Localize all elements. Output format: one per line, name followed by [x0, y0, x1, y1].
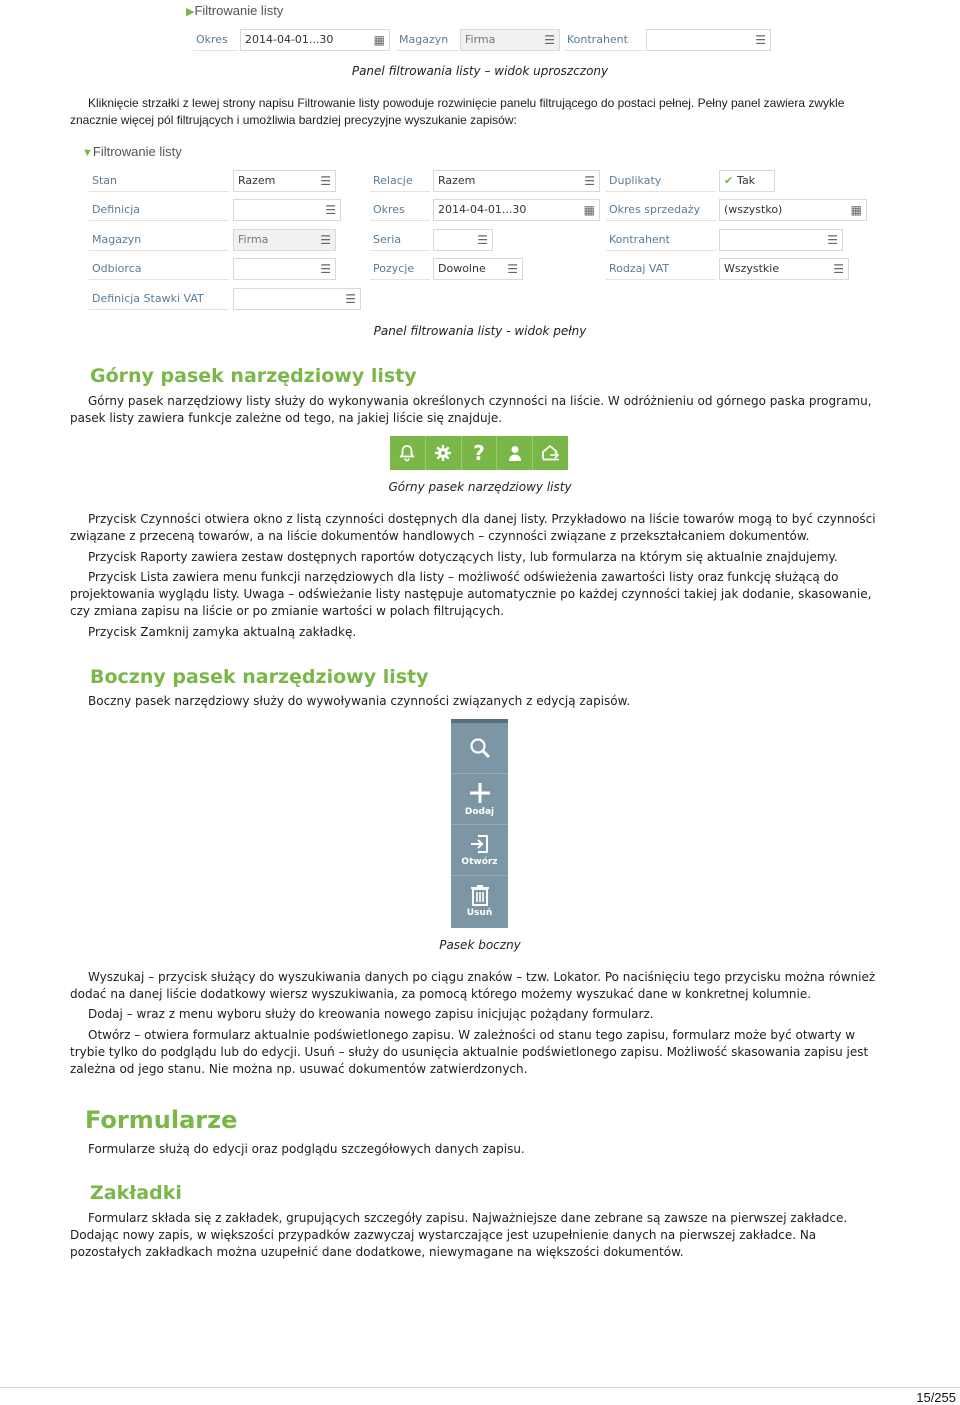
- list-icon[interactable]: ☰: [477, 233, 488, 247]
- filter-value: Dowolne: [438, 262, 486, 275]
- filter-field[interactable]: [233, 170, 336, 192]
- question-icon[interactable]: ?: [462, 436, 498, 470]
- list-icon[interactable]: ☰: [833, 262, 844, 276]
- heading-formularze: Formularze: [85, 1106, 238, 1134]
- open-button-label: Otwórz: [461, 857, 498, 867]
- delete-button[interactable]: [451, 876, 508, 926]
- caption-top-toolbar: Górny pasek narzędziowy listy: [388, 480, 572, 494]
- filter-value: (wszystko): [724, 203, 783, 216]
- caption-simple-panel: Panel filtrowania listy – widok uproszczony: [351, 64, 609, 78]
- checkmark-icon: ✔: [724, 174, 738, 187]
- top-toolbar: [390, 436, 568, 470]
- list-icon[interactable]: ☰: [584, 174, 595, 188]
- list-icon[interactable]: ☰: [325, 203, 336, 217]
- list-icon[interactable]: ☰: [507, 262, 518, 276]
- side-toolbar: [451, 719, 508, 928]
- paragraph-zakladki: Formularz składa się z zakładek, grupujących szczegóły zapisu. Najważniejsze dane zebrane są zawsze na pierwszej zakładce. Dodając nowy zapis, w większości przypadków zazwyczaj wystarczające jest uzupełnienie danych na pierwszej zakładce. Na pozostałych zakładkach można uzupełnić dane dodatkowe, niewymagane na większości dokumentów.: [70, 1211, 848, 1259]
- filter-field[interactable]: [719, 170, 775, 192]
- paragraph-formularze: Formularze służą do edycji oraz podglądu szczegółowych danych zapisu.: [88, 1142, 525, 1156]
- filter-field[interactable]: [433, 258, 523, 280]
- filter-label: Kontrahent: [606, 229, 716, 251]
- filter-label: Seria: [370, 229, 430, 251]
- okres-field[interactable]: [240, 29, 390, 51]
- filter-value: 2014-04-01...30: [438, 203, 527, 216]
- close-tab-icon[interactable]: [533, 436, 568, 470]
- collapse-arrow-icon[interactable]: ▼: [82, 147, 93, 159]
- filter-label: Pozycje: [370, 258, 430, 280]
- paragraph-wyszukaj: Wyszukaj – przycisk służący do wyszukiwania danych po ciągu znaków – tzw. Lokator. Po naciśnięciu tego przycisku można również dodać na danej liście dodatkowy wiersz wyszukiwania, za pomocą którego możemy wyszukać dane w konkretnej kolumnie.: [70, 970, 876, 1001]
- heading-top-toolbar: Górny pasek narzędziowy listy: [90, 365, 417, 387]
- filter-value: Tak: [737, 174, 756, 187]
- paragraph-raporty: Przycisk Raporty zawiera zestaw dostępnych raportów dotyczących listy, lub formularza na którym się aktualnie znajdujemy.: [88, 550, 838, 564]
- kontrahent-field[interactable]: [646, 29, 771, 51]
- plus-icon: [468, 781, 492, 805]
- filter-field[interactable]: [233, 229, 336, 251]
- filter-field[interactable]: [433, 229, 493, 251]
- heading-side-toolbar: Boczny pasek narzędziowy listy: [90, 666, 429, 688]
- calendar-icon[interactable]: ▦: [583, 203, 595, 217]
- magazyn-field[interactable]: [460, 29, 560, 51]
- filter-title-text: Filtrowanie listy: [92, 144, 182, 159]
- add-button[interactable]: [451, 774, 508, 825]
- filter-field[interactable]: [719, 258, 849, 280]
- filter-label: Magazyn: [89, 229, 229, 251]
- filter-field[interactable]: [719, 199, 867, 221]
- search-button[interactable]: [451, 723, 508, 774]
- filter-value: Wszystkie: [724, 262, 780, 275]
- list-icon[interactable]: ☰: [827, 233, 838, 247]
- calendar-icon[interactable]: ▦: [373, 33, 385, 47]
- intro-paragraph: Kliknięcie strzałki z lewej strony napisu Filtrowanie listy powoduje rozwinięcie panelu filtrującego do postaci pełnej. Pełny panel zawiera zwykle znacznie więcej pól filtrujących i umożliwia bardziej precyzyjne wyszukanie zapisów:: [70, 96, 845, 127]
- filter-label: Duplikaty: [606, 170, 716, 192]
- search-icon: [468, 736, 492, 760]
- filter-field[interactable]: [233, 288, 361, 310]
- open-button[interactable]: [451, 825, 508, 876]
- paragraph-dodaj: Dodaj – wraz z menu wyboru służy do kreowania nowego zapisu inicjując pożądany formularz.: [88, 1007, 654, 1021]
- bell-icon[interactable]: [390, 436, 426, 470]
- trash-icon: [470, 884, 490, 906]
- calendar-icon[interactable]: ▦: [850, 203, 862, 217]
- paragraph-zamknij: Przycisk Zamknij zamyka aktualną zakładkę.: [88, 625, 357, 639]
- filter-label-magazyn: Magazyn: [396, 29, 458, 51]
- magazyn-value: Firma: [465, 33, 496, 46]
- list-icon[interactable]: ☰: [345, 292, 356, 306]
- filter-panel-simple-title[interactable]: [186, 3, 283, 18]
- filter-field[interactable]: [233, 258, 336, 280]
- caption-full-panel: Panel filtrowania listy - widok pełny: [373, 324, 587, 338]
- heading-zakladki: Zakładki: [90, 1182, 182, 1204]
- filter-field[interactable]: [433, 199, 600, 221]
- paragraph-czynnosci: Przycisk Czynności otwiera okno z listą czynności dostępnych dla danej listy. Przykładowo na liście towarów mogą to być czynności związane z przeceną towarów, a na liście dokumentów handlowych – czynności związane z przekształcaniem dokumentów.: [70, 512, 876, 543]
- filter-label: Relacje: [370, 170, 430, 192]
- filter-label: Okres sprzedaży: [606, 199, 716, 221]
- footer-divider: [0, 1387, 960, 1388]
- open-icon: [469, 833, 491, 855]
- filter-panel-full-title[interactable]: [82, 144, 182, 159]
- list-icon[interactable]: ☰: [320, 174, 331, 188]
- filter-field[interactable]: [433, 170, 600, 192]
- filter-value: Razem: [438, 174, 476, 187]
- filter-label: Okres: [370, 199, 430, 221]
- filter-label: Definicja: [89, 199, 229, 221]
- page-number: 15/255: [916, 1390, 956, 1405]
- filter-value: Firma: [238, 233, 269, 246]
- user-icon[interactable]: [497, 436, 533, 470]
- gear-icon[interactable]: [426, 436, 462, 470]
- list-icon[interactable]: ☰: [544, 33, 555, 47]
- paragraph-otworz: Otwórz – otwiera formularz aktualnie podświetlonego zapisu. W zależności od stanu tego zapisu, formularz może być otwarty w trybie tylko do podglądu lub do edycji. Usuń – służy do usunięcia aktualnie podświetlonego zapisu. Możliwość skasowania zapisu jest zależna od jego stanu. Nie można np. usuwać dokumentów zatwierdzonych.: [70, 1028, 869, 1076]
- caption-side-toolbar: Pasek boczny: [439, 938, 521, 952]
- filter-label: Rodzaj VAT: [606, 258, 716, 280]
- add-button-label: Dodaj: [464, 807, 495, 817]
- filter-title-text: Filtrowanie listy: [194, 3, 284, 18]
- list-icon[interactable]: ☰: [755, 33, 766, 47]
- filter-label: Odbiorca: [89, 258, 229, 280]
- delete-button-label: Usuń: [466, 908, 493, 918]
- paragraph-side-toolbar: Boczny pasek narzędziowy służy do wywoływania czynności związanych z edycją zapisów.: [88, 694, 631, 708]
- filter-value: Razem: [238, 174, 276, 187]
- filter-label: Definicja Stawki VAT: [89, 288, 229, 310]
- okres-value: 2014-04-01...30: [245, 33, 334, 46]
- filter-field[interactable]: [719, 229, 843, 251]
- list-icon[interactable]: ☰: [320, 262, 331, 276]
- filter-label: Stan: [89, 170, 229, 192]
- filter-field[interactable]: [233, 199, 341, 221]
- list-icon[interactable]: ☰: [320, 233, 331, 247]
- filter-label-okres: Okres: [193, 29, 238, 51]
- paragraph-top-toolbar: Górny pasek narzędziowy listy służy do wykonywania określonych czynności na liście. W odróżnieniu od górnego paska programu, pasek listy zawiera funkcje zależne od tego, na jakiej liście się znajduje.: [70, 394, 872, 425]
- paragraph-lista: Przycisk Lista zawiera menu funkcji narzędziowych dla listy – możliwość odświeżenia zawartości listy oraz funkcję służącą do projektowania wyglądu listy. Uwaga – odświeżanie listy następuje automatycznie po każdej czynności takiej jak dodanie, skasowanie, czy zmiana zapisu na liście or po zmianie wartości w polach filtrujących.: [70, 570, 872, 618]
- expand-arrow-icon[interactable]: ▶: [186, 6, 195, 18]
- filter-label-kontrahent: Kontrahent: [564, 29, 644, 51]
